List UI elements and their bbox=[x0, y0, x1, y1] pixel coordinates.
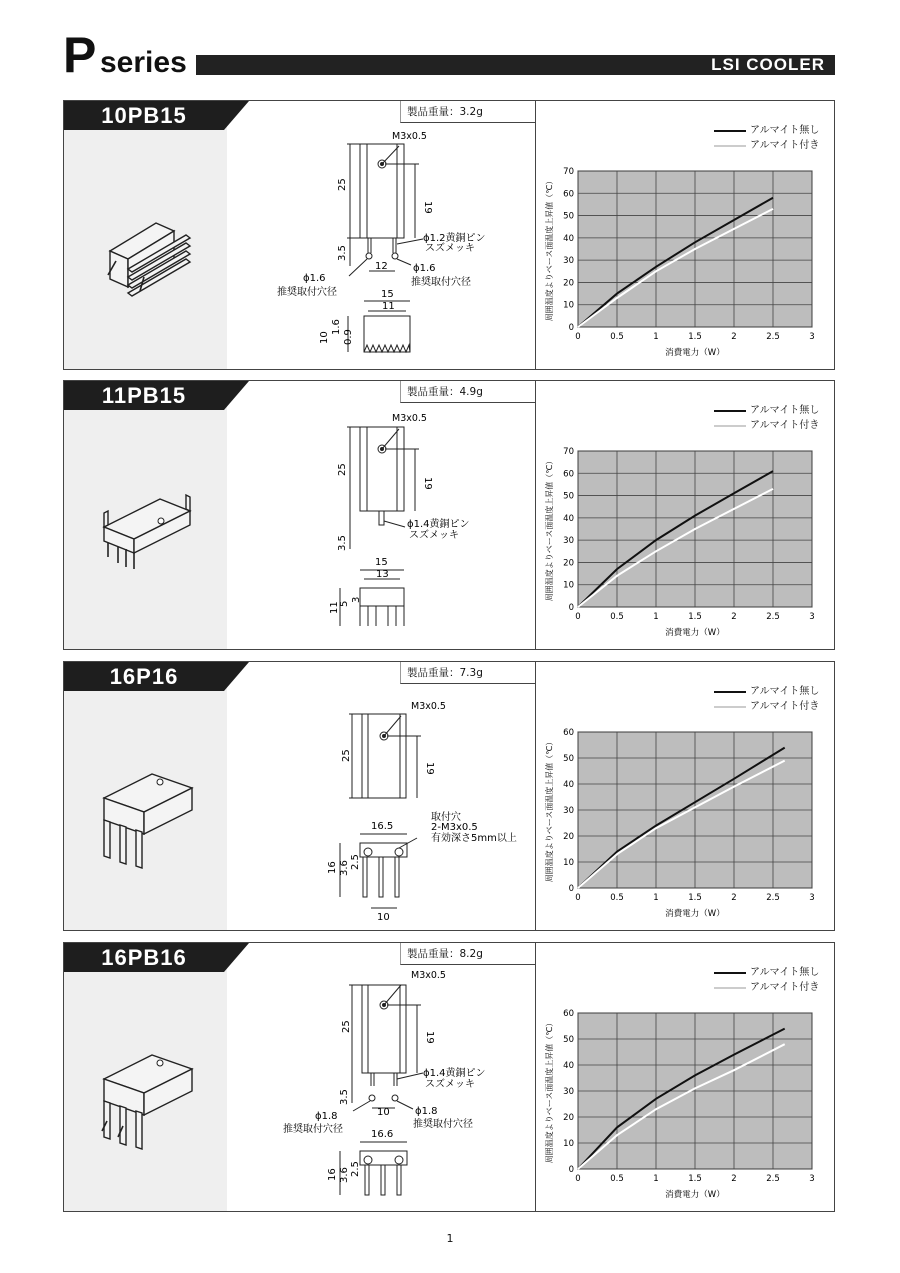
y-axis-label: 周囲温度よりベース面温度上昇値（℃） bbox=[545, 176, 554, 322]
legend-no-alumite: アルマイト無し bbox=[750, 405, 820, 416]
product-image-area bbox=[64, 662, 227, 930]
chart-legend bbox=[714, 684, 834, 714]
x-tick-label: 3 bbox=[809, 1174, 815, 1184]
x-tick-label: 1.5 bbox=[688, 612, 702, 622]
dim-hole-height: 19 bbox=[424, 1031, 435, 1044]
dim-screw: M3x0.5 bbox=[411, 701, 446, 712]
y-tick-label: 70 bbox=[563, 447, 574, 457]
dim-d2: 2.5 bbox=[350, 1161, 361, 1177]
dim-hole-right: ϕ1.6 bbox=[413, 263, 436, 274]
y-tick-label: 0 bbox=[568, 1165, 574, 1175]
y-tick-label: 0 bbox=[568, 884, 574, 894]
legend-with-alumite: アルマイト付き bbox=[750, 982, 820, 993]
dim-pin-pitch: 12 bbox=[375, 261, 388, 272]
legend-no-alumite: アルマイト無し bbox=[750, 686, 820, 697]
x-tick-label: 0.5 bbox=[610, 1174, 624, 1184]
dimension-drawing bbox=[227, 943, 535, 1211]
series-word: series bbox=[100, 46, 187, 79]
x-tick-label: 3 bbox=[809, 893, 815, 903]
dim-depth: 16 bbox=[327, 861, 338, 874]
x-tick-label: 2 bbox=[731, 893, 737, 903]
y-tick-label: 20 bbox=[563, 558, 574, 569]
product-weight: 製品重量：3.2g bbox=[400, 101, 535, 123]
x-tick-label: 2.5 bbox=[766, 612, 780, 622]
chart-area bbox=[536, 943, 835, 1211]
x-axis-label: 消費電力（W） bbox=[665, 348, 725, 358]
y-tick-label: 30 bbox=[563, 806, 574, 816]
product-weight: 製品重量：8.2g bbox=[400, 943, 535, 965]
y-tick-label: 20 bbox=[563, 278, 574, 289]
x-tick-label: 0.5 bbox=[610, 893, 624, 903]
heatsink-illustration bbox=[64, 381, 227, 649]
dim-hole-note-2: 2-M3x0.5 bbox=[431, 822, 478, 833]
header-label: LSI COOLER bbox=[711, 55, 825, 74]
y-tick-label: 50 bbox=[563, 491, 574, 502]
dimension-drawing bbox=[227, 662, 535, 930]
dim-width-outer: 15 bbox=[375, 557, 388, 568]
dim-pin-note-2: スズメッキ bbox=[425, 243, 475, 254]
dim-height: 25 bbox=[337, 463, 348, 476]
dim-hole-height: 19 bbox=[424, 762, 435, 775]
product-panel-11pb15 bbox=[63, 380, 835, 650]
x-tick-label: 0 bbox=[575, 332, 581, 342]
chart-area bbox=[536, 662, 835, 930]
product-name: 11PB15 bbox=[101, 383, 187, 408]
product-weight: 製品重量：7.3g bbox=[400, 662, 535, 684]
page-number: 1 bbox=[446, 1232, 454, 1245]
x-tick-label: 0 bbox=[575, 612, 581, 622]
x-tick-label: 2 bbox=[731, 1174, 737, 1184]
dim-hole-note-1: 取付穴 bbox=[431, 812, 461, 823]
y-tick-label: 60 bbox=[563, 469, 574, 480]
dim-depth: 11 bbox=[329, 601, 340, 614]
x-tick-label: 1 bbox=[653, 612, 659, 622]
product-tab bbox=[64, 662, 249, 691]
dim-hole-left-note: 推奨取付穴径 bbox=[283, 1124, 343, 1135]
x-tick-label: 0 bbox=[575, 1174, 581, 1184]
y-tick-label: 30 bbox=[563, 536, 574, 547]
product-image-area bbox=[64, 381, 227, 649]
dim-depth: 16 bbox=[327, 1168, 338, 1181]
product-panel-16p16 bbox=[63, 661, 835, 931]
y-tick-label: 20 bbox=[563, 1113, 574, 1123]
y-tick-label: 30 bbox=[563, 1087, 574, 1097]
x-tick-label: 1.5 bbox=[688, 1174, 702, 1184]
legend-no-alumite: アルマイト無し bbox=[750, 967, 820, 978]
dim-hole-height: 19 bbox=[422, 477, 433, 490]
dim-height: 25 bbox=[337, 178, 348, 191]
dim-d2: 3 bbox=[351, 596, 362, 603]
product-image-area bbox=[64, 943, 227, 1211]
x-tick-label: 1.5 bbox=[688, 893, 702, 903]
chart-area bbox=[536, 381, 835, 649]
x-tick-label: 2.5 bbox=[766, 893, 780, 903]
y-axis-label: 周囲温度よりベース面温度上昇値（℃） bbox=[545, 456, 554, 602]
dim-pin-note-1: ϕ1.4黄銅ピン bbox=[423, 1068, 486, 1079]
x-axis-label: 消費電力（W） bbox=[665, 1190, 725, 1200]
dim-width-inner: 11 bbox=[382, 301, 395, 312]
dimension-drawing bbox=[227, 101, 535, 369]
y-tick-label: 50 bbox=[563, 754, 574, 764]
chart-legend bbox=[714, 123, 834, 153]
product-panel-10pb15 bbox=[63, 100, 835, 370]
dim-d2: 2.5 bbox=[350, 854, 361, 870]
x-tick-label: 0.5 bbox=[610, 612, 624, 622]
heatsink-illustration bbox=[64, 943, 227, 1211]
dim-pin-note-2: スズメッキ bbox=[425, 1079, 475, 1090]
dim-pin-note-1: ϕ1.2黄銅ピン bbox=[423, 233, 486, 244]
product-panel-16pb16 bbox=[63, 942, 835, 1212]
legend-with-alumite: アルマイト付き bbox=[750, 140, 820, 151]
y-axis-label: 周囲温度よりベース面温度上昇値（℃） bbox=[545, 737, 554, 883]
product-tab bbox=[64, 381, 249, 410]
series-letter: P bbox=[63, 27, 96, 83]
y-tick-label: 40 bbox=[563, 1061, 574, 1071]
y-tick-label: 30 bbox=[563, 256, 574, 267]
chart-legend bbox=[714, 403, 834, 433]
dim-hole-right-note: 推奨取付穴径 bbox=[411, 277, 471, 288]
dim-pin-len: 3.5 bbox=[337, 535, 348, 551]
y-tick-label: 60 bbox=[563, 728, 574, 738]
dim-hole-height: 19 bbox=[422, 201, 433, 214]
page-header bbox=[63, 27, 835, 83]
x-tick-label: 2 bbox=[731, 612, 737, 622]
y-tick-label: 40 bbox=[563, 513, 574, 524]
y-tick-label: 20 bbox=[563, 832, 574, 842]
chart-legend bbox=[714, 965, 834, 995]
legend-with-alumite: アルマイト付き bbox=[750, 420, 820, 431]
dim-screw: M3x0.5 bbox=[392, 413, 427, 424]
product-name: 16P16 bbox=[109, 664, 179, 689]
x-tick-label: 0 bbox=[575, 893, 581, 903]
dim-d1: 5 bbox=[339, 600, 350, 607]
dim-depth: 10 bbox=[319, 331, 330, 344]
y-axis-label: 周囲温度よりベース面温度上昇値（℃） bbox=[545, 1018, 554, 1164]
y-tick-label: 40 bbox=[563, 780, 574, 790]
y-tick-label: 70 bbox=[563, 167, 574, 177]
legend-no-alumite: アルマイト無し bbox=[750, 125, 820, 136]
product-image-area bbox=[64, 101, 227, 369]
x-tick-label: 1.5 bbox=[688, 332, 702, 342]
y-tick-label: 50 bbox=[563, 1035, 574, 1045]
dim-width-outer: 15 bbox=[381, 289, 394, 300]
x-tick-label: 1 bbox=[653, 332, 659, 342]
x-tick-label: 2.5 bbox=[766, 332, 780, 342]
y-tick-label: 60 bbox=[563, 1009, 574, 1019]
end-view-body bbox=[364, 316, 410, 352]
dim-hole-left: ϕ1.8 bbox=[315, 1111, 338, 1122]
y-tick-label: 10 bbox=[563, 858, 574, 868]
dim-height: 25 bbox=[341, 1020, 352, 1033]
x-tick-label: 3 bbox=[809, 332, 815, 342]
y-tick-label: 10 bbox=[563, 300, 574, 311]
chart-area bbox=[536, 101, 835, 369]
x-tick-label: 2 bbox=[731, 332, 737, 342]
product-name: 16PB16 bbox=[101, 945, 187, 970]
x-axis-label: 消費電力（W） bbox=[665, 909, 725, 919]
x-axis-label: 消費電力（W） bbox=[665, 628, 725, 638]
dim-pin-len: 3.5 bbox=[337, 245, 348, 261]
x-tick-label: 1 bbox=[653, 1174, 659, 1184]
x-tick-label: 3 bbox=[809, 612, 815, 622]
dim-width-outer: 16.6 bbox=[371, 1129, 394, 1140]
legend-with-alumite: アルマイト付き bbox=[750, 701, 820, 712]
dim-d1: 3.6 bbox=[339, 860, 350, 876]
dim-d1: 1.6 bbox=[331, 319, 342, 335]
dim-pin-pitch: 10 bbox=[377, 1107, 390, 1118]
dim-d2: 0.9 bbox=[343, 329, 354, 345]
product-tab bbox=[64, 101, 249, 130]
dim-pin-note-1: ϕ1.4黄銅ピン bbox=[407, 519, 470, 530]
x-tick-label: 2.5 bbox=[766, 1174, 780, 1184]
dim-fin-pitch: 10 bbox=[377, 912, 390, 923]
dim-hole-note-3: 有効深さ5mm以上 bbox=[431, 833, 517, 844]
y-tick-label: 40 bbox=[563, 233, 574, 244]
dim-screw: M3x0.5 bbox=[392, 131, 427, 142]
dim-hole-left: ϕ1.6 bbox=[303, 273, 326, 284]
header-bar bbox=[196, 55, 835, 75]
y-tick-label: 50 bbox=[563, 211, 574, 222]
dimension-drawing bbox=[227, 381, 535, 649]
x-tick-label: 1 bbox=[653, 893, 659, 903]
dim-width-inner: 13 bbox=[376, 569, 389, 580]
dim-screw: M3x0.5 bbox=[411, 970, 446, 981]
heatsink-illustration bbox=[64, 662, 227, 930]
dim-hole-left-note: 推奨取付穴径 bbox=[277, 287, 337, 298]
dim-hole-right-note: 推奨取付穴径 bbox=[413, 1119, 473, 1130]
product-tab bbox=[64, 943, 249, 972]
dim-pin-len: 3.5 bbox=[339, 1089, 350, 1105]
dim-height: 25 bbox=[341, 749, 352, 762]
x-tick-label: 0.5 bbox=[610, 332, 624, 342]
y-tick-label: 10 bbox=[563, 580, 574, 591]
dim-hole-right: ϕ1.8 bbox=[415, 1106, 438, 1117]
product-name: 10PB15 bbox=[101, 103, 187, 128]
dim-pin-note-2: スズメッキ bbox=[409, 530, 459, 541]
dim-d1: 3.6 bbox=[339, 1167, 350, 1183]
product-weight: 製品重量：4.9g bbox=[400, 381, 535, 403]
y-tick-label: 60 bbox=[563, 189, 574, 200]
heatsink-illustration bbox=[64, 101, 227, 369]
dim-width-outer: 16.5 bbox=[371, 821, 394, 832]
y-tick-label: 0 bbox=[568, 603, 574, 613]
y-tick-label: 0 bbox=[568, 323, 574, 333]
y-tick-label: 10 bbox=[563, 1139, 574, 1149]
